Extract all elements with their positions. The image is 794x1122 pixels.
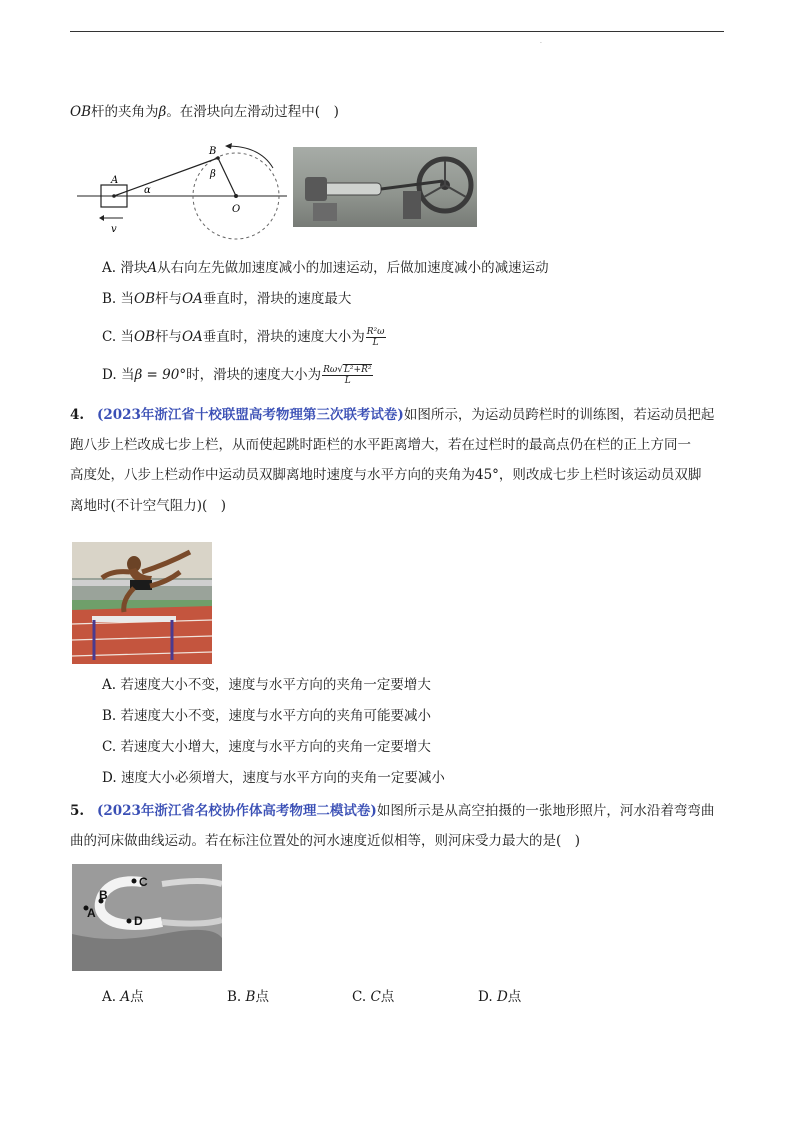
q5-option-A: A. A点 — [102, 989, 144, 1005]
q3-option-D: D. 当β = 90°时，滑块的速度大小为 $\frac{\text{Rω√L²+R²}}{L}$ — [102, 365, 372, 386]
q4-option-D: D. 速度大小必须增大，速度与水平方向的夹角一定要减小 — [102, 770, 445, 786]
q5-option-D: D. D点 — [478, 989, 522, 1005]
q4-stem-line2: 跑八步上栏改成七步上栏，从而使起跳时距栏的水平距离增大，若在过栏时的最高点仍在栏的正上方同一 — [70, 437, 691, 453]
q4-stem-line1: 4. (2023年浙江省十校联盟高考物理第三次联考试卷)如图所示，为运动员跨栏时的训练图，若运动员把起 — [70, 407, 715, 423]
q3-option-B: B. 当OB杆与OA垂直时，滑块的速度最大 — [102, 291, 352, 307]
header-mark: · — [540, 40, 542, 47]
label-alpha: α — [144, 185, 151, 196]
hurdler-photo — [72, 542, 212, 664]
q3-option-A: A. 滑块A从右向左先做加速度减小的加速运动，后做加速度减小的减速运动 — [102, 260, 549, 276]
label-A: A — [111, 175, 119, 186]
fraction-C: $\frac{\text{R²ω}}{L}$ — [366, 327, 385, 348]
q5-option-C: C. C点 — [352, 989, 395, 1005]
q5-source: (2023年浙江省名校协作体高考物理二模试卷) — [96, 803, 377, 819]
label-v: v — [111, 224, 117, 235]
q4-stem-line4: 离地时(不计空气阻力)( ) — [70, 498, 227, 514]
map-label-D: D — [134, 914, 143, 928]
map-label-A: A — [87, 906, 96, 920]
q4-option-B: B. 若速度大小不变，速度与水平方向的夹角可能要减小 — [102, 708, 432, 724]
fraction-D: $\frac{\text{Rω√L²+R²}}{L}$ — [323, 365, 372, 386]
q3-option-C: C. 当OB杆与OA垂直时，滑块的速度大小为 $\frac{\text{R²ω}}{L}$ — [102, 327, 385, 348]
q4-option-A: A. 若速度大小不变，速度与水平方向的夹角一定要增大 — [102, 677, 431, 693]
q4-stem-line3: 高度处，八步上栏动作中运动员双脚离地时速度与水平方向的夹角为45°，则改成七步上栏时该运动员双脚 — [70, 467, 702, 483]
q5-stem-line2: 曲的河床做曲线运动。若在标注位置处的河水速度近似相等，则河床受力最大的是( ) — [70, 833, 581, 849]
map-label-B: B — [99, 888, 108, 902]
q4-source: (2023年浙江省十校联盟高考物理第三次联考试卷) — [96, 407, 404, 423]
stirling-engine-photo — [293, 147, 477, 227]
q5-option-B: B. B点 — [227, 989, 269, 1005]
q4-option-C: C. 若速度大小增大，速度与水平方向的夹角一定要增大 — [102, 739, 431, 755]
river-aerial-photo — [72, 864, 222, 971]
q3-stem: OB杆的夹角为β。在滑块向左滑动过程中( ) — [70, 104, 339, 120]
q5-stem-line1: 5. (2023年浙江省名校协作体高考物理二模试卷)如图所示是从高空拍摄的一张地形照片，河水沿着弯弯曲 — [70, 803, 715, 819]
header-rule — [70, 31, 724, 32]
label-O: O — [232, 204, 241, 215]
map-label-C: C — [139, 875, 148, 889]
label-beta: β — [210, 169, 216, 180]
label-B: B — [209, 146, 217, 157]
crank-slider-diagram — [75, 140, 290, 240]
